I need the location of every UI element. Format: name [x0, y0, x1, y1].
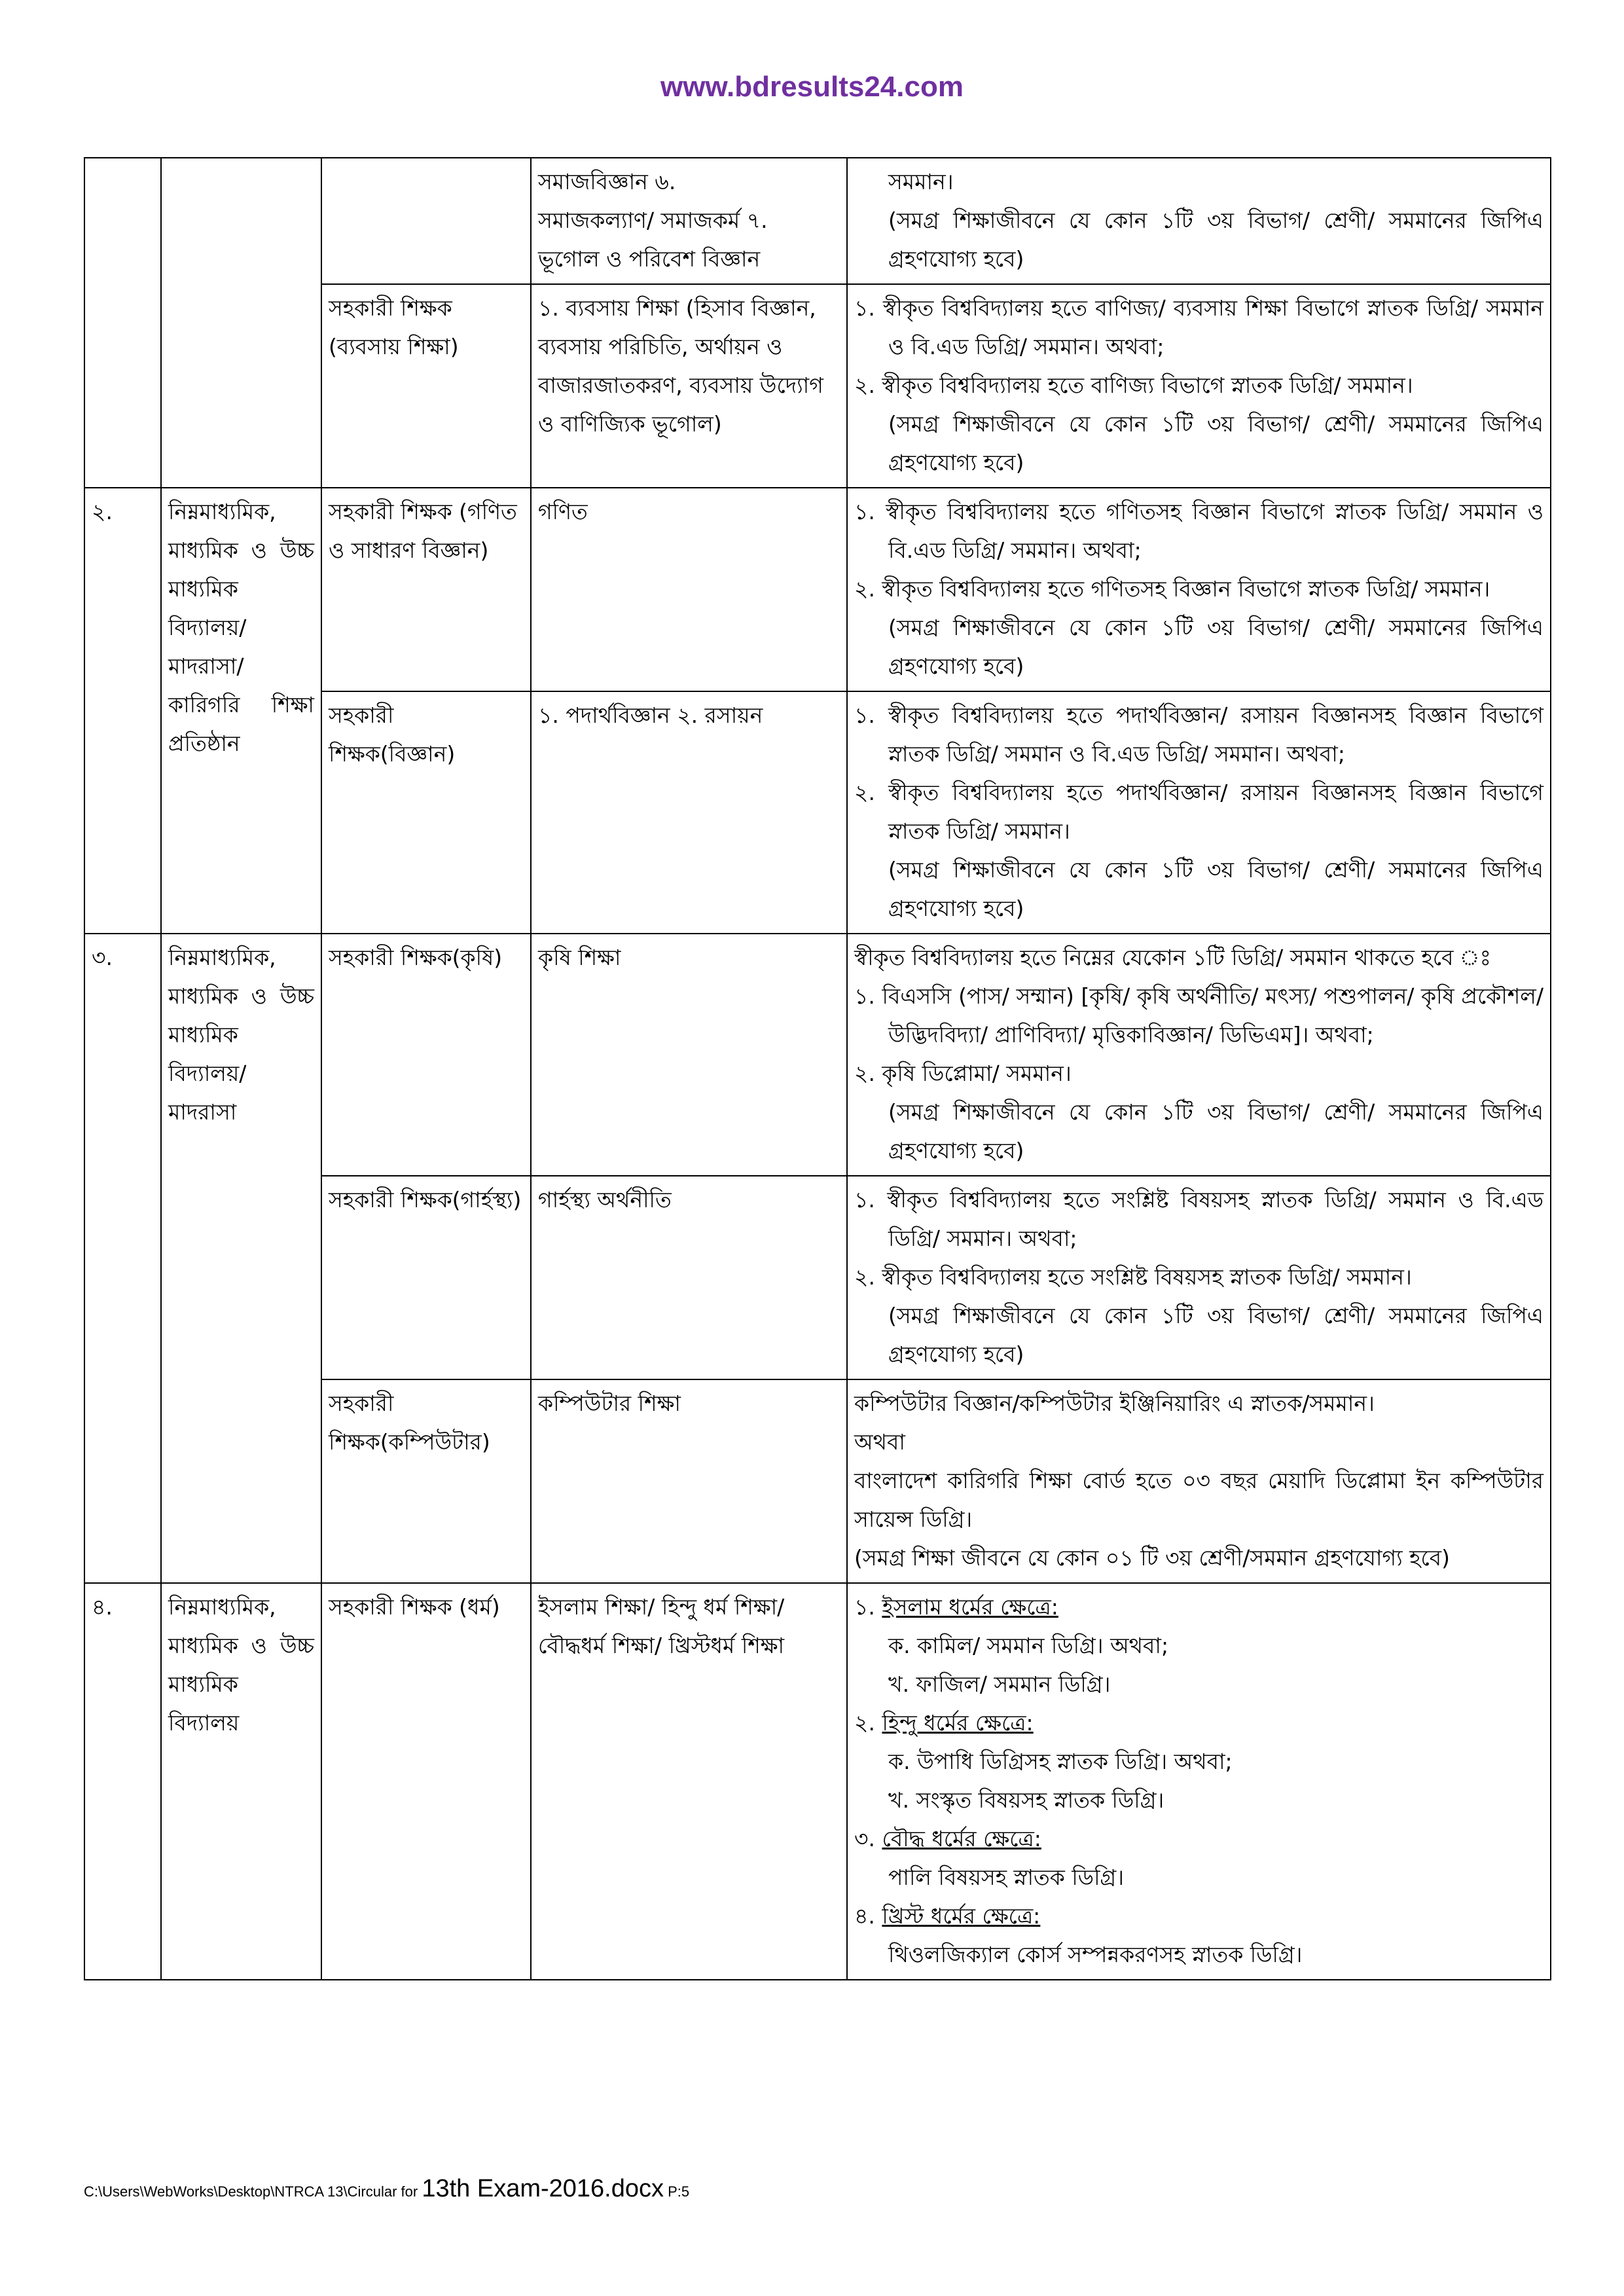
requirement-cell: ১. ইসলাম ধর্মের ক্ষেত্রে: ক. কামিল/ সমমান ডিগ্রি। অথবা; খ. ফাজিল/ সমমান ডিগ্রি। ২. হিন্দু ধর্মের ক্ষেত্রে: ক. উপাধি ডিগ্রিসহ স্নাতক ডিগ্রি। অথবা; খ. সংস্কৃত বিষয়সহ স্নাতক ডিগ্রি। ৩. বৌদ্ধ ধর্মের ক্ষেত্রে: পালি বিষয়সহ স্নাতক ডিগ্রি। ৪. খ্রিস্ট ধর্মের ক্ষেত্রে: থিওলজিক্যাল কোর্স সম্পন্নকরণসহ স্নাতক ডিগ্রি। [847, 1583, 1551, 1980]
religion-islam: ১. ইসলাম ধর্মের ক্ষেত্রে: [854, 1594, 1058, 1620]
institution-cell [161, 158, 321, 488]
post-cell: সহকারী শিক্ষক (ধর্ম) [321, 1583, 531, 1980]
eligibility-table [84, 157, 1551, 1980]
requirement-cell: কম্পিউটার বিজ্ঞান/কম্পিউটার ইঞ্জিনিয়ারিং এ স্নাতক/সমমান। অথবা বাংলাদেশ কারিগরি শিক্ষা বোর্ড হতে ০৩ বছর মেয়াদি ডিপ্লোমা ইন কম্পিউটার সায়েন্স ডিগ্রি। (সমগ্র শিক্ষা জীবনে যে কোন ০১ টি ৩য় শ্রেণী/সমমান গ্রহণযোগ্য হবে) [847, 1379, 1551, 1583]
institution-cell: নিম্নমাধ্যমিক, মাধ্যমিক ও উচ্চ মাধ্যমিক বিদ্যালয়/ মাদরাসা [161, 934, 321, 1583]
subject-cell: কৃষি শিক্ষা [531, 934, 847, 1176]
footer-path: C:\Users\WebWorks\Desktop\NTRCA 13\Circular for [84, 2183, 418, 2200]
requirement-cell: ১. স্বীকৃত বিশ্ববিদ্যালয় হতে বাণিজ্য/ ব্যবসায় শিক্ষা বিভাগে স্নাতক ডিগ্রি/ সমমান ও বি.এড ডিগ্রি/ সমমান। অথবা; ২. স্বীকৃত বিশ্ববিদ্যালয় হতে বাণিজ্য বিভাগে স্নাতক ডিগ্রি/ সমমান। (সমগ্র শিক্ষাজীবনে যে কোন ১টি ৩য় বিভাগ/ শ্রেণী/ সমমানের জিপিএ গ্রহণযোগ্য হবে) [847, 284, 1551, 488]
subject-cell: গার্হস্থ্য অর্থনীতি [531, 1176, 847, 1379]
requirement-cell: ১. স্বীকৃত বিশ্ববিদ্যালয় হতে পদার্থবিজ্ঞান/ রসায়ন বিজ্ঞানসহ বিজ্ঞান বিভাগে স্নাতক ডিগ্রি/ সমমান ও বি.এড ডিগ্রি/ সমমান। অথবা; ২. স্বীকৃত বিশ্ববিদ্যালয় হতে পদার্থবিজ্ঞান/ রসায়ন বিজ্ঞানসহ বিজ্ঞান বিভাগে স্নাতক ডিগ্রি/ সমমান। (সমগ্র শিক্ষাজীবনে যে কোন ১টি ৩য় বিভাগ/ শ্রেণী/ সমমানের জিপিএ গ্রহণযোগ্য হবে) [847, 691, 1551, 934]
subject-cell: গণিত [531, 488, 847, 691]
post-cell [321, 158, 531, 284]
subject-cell: ১. ব্যবসায় শিক্ষা (হিসাব বিজ্ঞান, ব্যবসায় পরিচিতি, অর্থায়ন ও বাজারজাতকরণ, ব্যবসায় উদ্যোগ ও বাণিজ্যিক ভূগোল) [531, 284, 847, 488]
requirement-cell: ১. স্বীকৃত বিশ্ববিদ্যালয় হতে গণিতসহ বিজ্ঞান বিভাগে স্নাতক ডিগ্রি/ সমমান ও বি.এড ডিগ্রি/ সমমান। অথবা; ২. স্বীকৃত বিশ্ববিদ্যালয় হতে গণিতসহ বিজ্ঞান বিভাগে স্নাতক ডিগ্রি/ সমমান। (সমগ্র শিক্ষাজীবনে যে কোন ১টি ৩য় বিভাগ/ শ্রেণী/ সমমানের জিপিএ গ্রহণযোগ্য হবে) [847, 488, 1551, 691]
footer-doc-name: 13th Exam-2016.docx [422, 2175, 664, 2202]
table-row [84, 158, 1551, 284]
post-cell: সহকারী শিক্ষক(বিজ্ঞান) [321, 691, 531, 934]
serial-cell [84, 158, 161, 488]
religion-buddha: ৩. বৌদ্ধ ধর্মের ক্ষেত্রে: [854, 1826, 1041, 1851]
table-row [84, 488, 1551, 691]
footer-page-number: P:5 [668, 2183, 690, 2200]
subject-cell: সমাজবিজ্ঞান ৬. সমাজকল্যাণ/ সমাজকর্ম ৭. ভূগোল ও পরিবেশ বিজ্ঞান [531, 158, 847, 284]
religion-christ: ৪. খ্রিস্ট ধর্মের ক্ষেত্রে: [854, 1903, 1041, 1929]
post-cell: সহকারী শিক্ষক (ব্যবসায় শিক্ষা) [321, 284, 531, 488]
serial-cell: ২. [84, 488, 161, 934]
serial-cell: ৩. [84, 934, 161, 1583]
post-cell: সহকারী শিক্ষক(কম্পিউটার) [321, 1379, 531, 1583]
table-row [84, 934, 1551, 1176]
subject-cell: ১. পদার্থবিজ্ঞান ২. রসায়ন [531, 691, 847, 934]
requirement-cell: স্বীকৃত বিশ্ববিদ্যালয় হতে নিম্নের যেকোন ১টি ডিগ্রি/ সমমান থাকতে হবে ঃ ১. বিএসসি (পাস/ সম্মান) [কৃষি/ কৃষি অর্থনীতি/ মৎস্য/ পশুপালন/ কৃষি প্রকৌশল/ উদ্ভিদবিদ্যা/ প্রাণিবিদ্যা/ মৃত্তিকাবিজ্ঞান/ ডিভিএম]। অথবা; ২. কৃষি ডিপ্লোমা/ সমমান। (সমগ্র শিক্ষাজীবনে যে কোন ১টি ৩য় বিভাগ/ শ্রেণী/ সমমানের জিপিএ গ্রহণযোগ্য হবে) [847, 934, 1551, 1176]
institution-cell: নিম্নমাধ্যমিক, মাধ্যমিক ও উচ্চ মাধ্যমিক বিদ্যালয়/ মাদরাসা/ কারিগরি শিক্ষা প্রতিষ্ঠান [161, 488, 321, 934]
subject-cell: ইসলাম শিক্ষা/ হিন্দু ধর্ম শিক্ষা/ বৌদ্ধধর্ম শিক্ষা/ খ্রিস্টধর্ম শিক্ষা [531, 1583, 847, 1980]
institution-cell: নিম্নমাধ্যমিক, মাধ্যমিক ও উচ্চ মাধ্যমিক বিদ্যালয় [161, 1583, 321, 1980]
religion-hindu: ২. হিন্দু ধর্মের ক্ষেত্রে: [854, 1710, 1034, 1736]
requirement-cell: ১. স্বীকৃত বিশ্ববিদ্যালয় হতে সংশ্লিষ্ট বিষয়সহ স্নাতক ডিগ্রি/ সমমান ও বি.এড ডিগ্রি/ সমমান। অথবা; ২. স্বীকৃত বিশ্ববিদ্যালয় হতে সংশ্লিষ্ট বিষয়সহ স্নাতক ডিগ্রি/ সমমান। (সমগ্র শিক্ষাজীবনে যে কোন ১টি ৩য় বিভাগ/ শ্রেণী/ সমমানের জিপিএ গ্রহণযোগ্য হবে) [847, 1176, 1551, 1379]
subject-cell: কম্পিউটার শিক্ষা [531, 1379, 847, 1583]
serial-cell: ৪. [84, 1583, 161, 1980]
post-cell: সহকারী শিক্ষক (গণিত ও সাধারণ বিজ্ঞান) [321, 488, 531, 691]
site-url[interactable]: www.bdresults24.com [660, 71, 964, 103]
post-cell: সহকারী শিক্ষক(কৃষি) [321, 934, 531, 1176]
requirement-cell: সমমান। (সমগ্র শিক্ষাজীবনে যে কোন ১টি ৩য় বিভাগ/ শ্রেণী/ সমমানের জিপিএ গ্রহণযোগ্য হবে) [847, 158, 1551, 284]
table-row [84, 1583, 1551, 1980]
post-cell: সহকারী শিক্ষক(গার্হস্থ্য) [321, 1176, 531, 1379]
footer [84, 2175, 689, 2203]
